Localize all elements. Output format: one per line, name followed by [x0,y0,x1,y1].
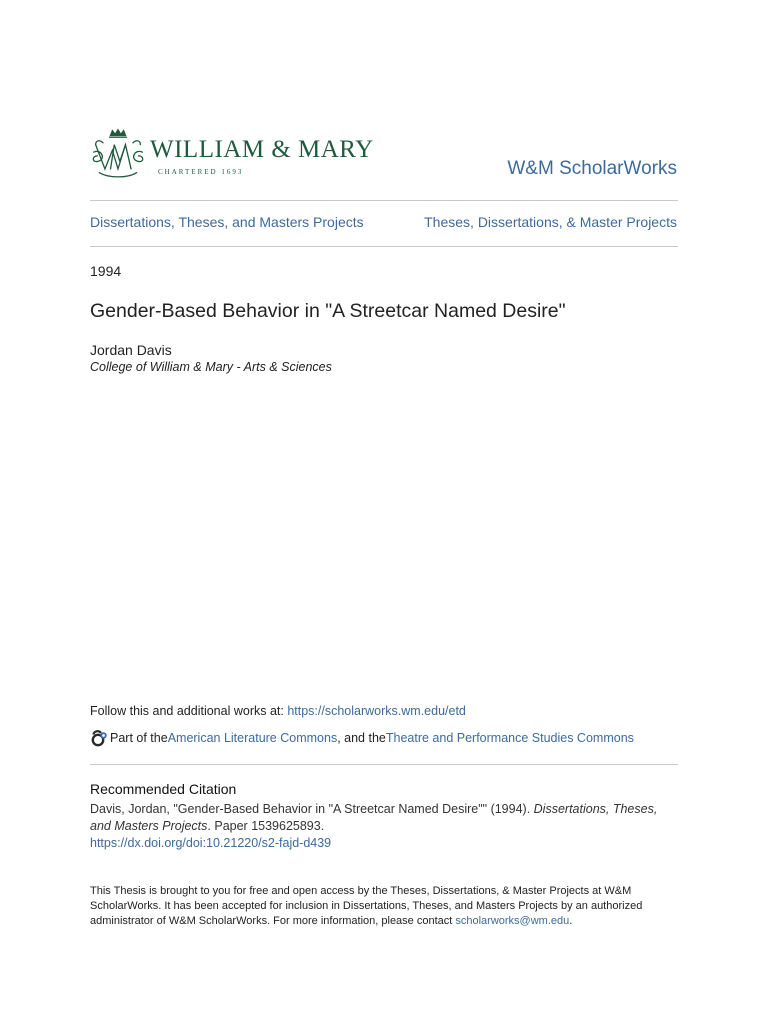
citation-text [90,801,680,852]
part-of-prefix: Part of the [110,731,168,745]
institution-name[interactable]: WILLIAM & MARY [150,136,374,163]
paper-title[interactable]: Gender-Based Behavior in "A Streetcar Named Desire" [90,300,566,322]
citation-prefix: Davis, Jordan, "Gender-Based Behavior in "A Streetcar Named Desire"" (1994). [90,802,534,816]
access-statement [90,884,680,929]
scholarworks-link[interactable]: W&M ScholarWorks [507,158,677,179]
follow-line [90,704,466,718]
collection-link-theses[interactable]: Theses, Dissertations, & Master Projects [424,214,677,230]
theatre-performance-commons-link[interactable]: Theatre and Performance Studies Commons [385,731,634,745]
follow-url-link[interactable]: https://scholarworks.wm.edu/etd [287,704,466,718]
header-divider [90,200,678,201]
open-access-icon [90,729,108,747]
publication-year: 1994 [90,263,122,279]
citation-heading: Recommended Citation [90,781,237,797]
citation-suffix: . Paper 1539625893. [207,819,325,833]
american-literature-commons-link[interactable]: American Literature Commons [167,731,338,745]
citation-divider [90,764,678,765]
william-mary-cypher-logo-icon[interactable] [90,126,146,182]
part-of-line [90,729,634,747]
collection-link-dissertations[interactable]: Dissertations, Theses, and Masters Projects [90,214,364,230]
contact-email-link[interactable]: scholarworks@wm.edu [455,915,570,927]
access-statement-end: . [569,915,573,927]
author-name[interactable]: Jordan Davis [90,342,172,358]
doi-link[interactable]: https://dx.doi.org/doi:10.21220/s2-fajd-d439 [90,836,332,850]
part-of-middle: , and the [337,731,386,745]
author-affiliation: College of William & Mary - Arts & Sciences [90,360,332,374]
follow-label: Follow this and additional works at: [90,704,288,718]
chartered-tagline: CHARTERED 1693 [158,168,244,176]
citation-series: Dissertations, Theses, and Masters Projects [90,802,658,833]
access-statement-text: This Thesis is brought to you for free and open access by the Theses, Dissertations, & Master Projects at W&M ScholarWorks. It has been accepted for inclusion in Dissertations, Theses, and Masters Projects by an authorized administrator of W&M ScholarWorks. For more information, please contact [90,885,643,927]
nav-divider [90,246,678,247]
